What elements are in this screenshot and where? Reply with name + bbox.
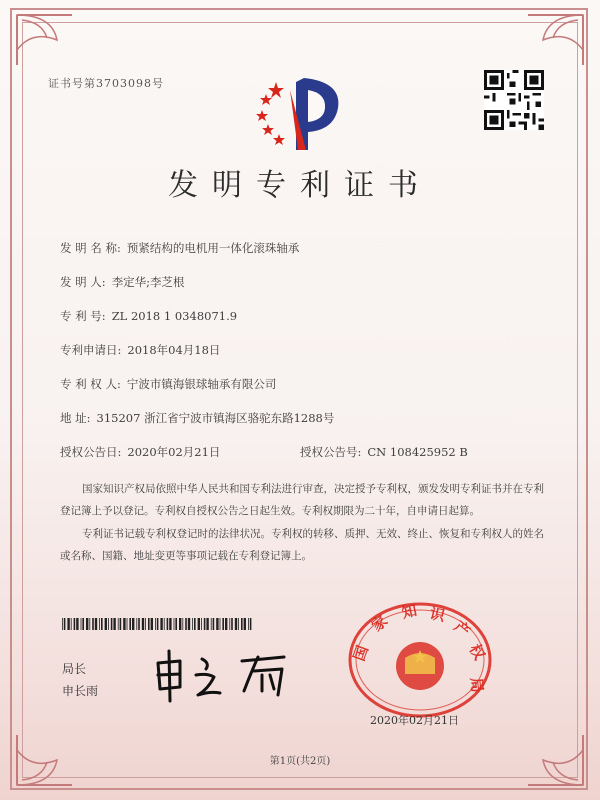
field-patent-number — [60, 308, 237, 324]
barcode-bar — [151, 618, 153, 630]
field-grant-publication-number — [300, 444, 468, 460]
barcode-bar — [235, 618, 237, 630]
svg-text:国: 国 — [349, 643, 372, 664]
barcode-bar — [194, 618, 196, 630]
field-address — [60, 410, 334, 426]
barcode-bar — [238, 618, 239, 630]
barcode-bar — [113, 618, 115, 630]
signatory-title: 局长 — [62, 662, 87, 676]
field-value: 315207 浙江省宁波市镇海区骆驼东路1288号 — [96, 411, 335, 425]
barcode-bar — [136, 618, 137, 630]
barcode-bar — [108, 618, 109, 630]
barcode-bar — [127, 618, 128, 630]
field-filing-date — [60, 342, 220, 358]
barcode-bar — [241, 618, 243, 630]
field-inventors — [60, 274, 185, 290]
barcode-bar — [95, 618, 97, 630]
svg-text:权: 权 — [465, 641, 489, 664]
qr-code-icon — [484, 70, 544, 130]
field-value: 2018年04月18日 — [127, 343, 221, 357]
barcode-bar — [62, 618, 63, 630]
field-value: 李定华;李芝根 — [111, 275, 185, 289]
barcode-bar — [92, 618, 94, 630]
svg-text:局: 局 — [467, 676, 487, 694]
barcode-bar — [101, 618, 103, 630]
field-value: 宁波市镇海银球轴承有限公司 — [126, 377, 277, 391]
barcode-bar — [229, 618, 230, 630]
field-label: 地 址: — [60, 411, 91, 425]
barcode-bar — [188, 618, 190, 630]
barcode-bar — [179, 618, 181, 630]
field-label: 授权公告日: — [60, 445, 122, 459]
barcode-bar — [86, 618, 88, 630]
barcode-bar — [74, 618, 76, 630]
barcode-bar — [64, 618, 66, 630]
official-seal-icon — [345, 600, 495, 720]
field-value: 2020年02月21日 — [127, 445, 221, 459]
barcode-bar — [182, 618, 183, 630]
barcode-bar — [142, 618, 144, 630]
barcode-bar — [111, 618, 113, 630]
legal-status-paragraph: 专利证书记载专利权登记时的法律状况。专利权的转移、质押、无效、终止、恢复和专利权人的姓名或名称、国籍、地址变更等事项记载在专利登记簿上。 — [60, 528, 544, 562]
barcode-bar — [206, 618, 208, 630]
barcode-bar — [167, 618, 169, 630]
field-patentee — [60, 376, 276, 392]
barcode-bar — [216, 618, 218, 630]
barcode-bar — [244, 618, 246, 630]
barcode-bar — [169, 618, 171, 630]
barcode-bar — [248, 618, 249, 630]
barcode-bar — [132, 618, 134, 630]
barcode-icon — [62, 618, 252, 630]
svg-text:家: 家 — [368, 611, 392, 636]
field-invention-name — [60, 240, 299, 256]
barcode-bar — [204, 618, 206, 630]
field-label: 专利申请日: — [60, 343, 122, 357]
barcode-bar — [174, 618, 175, 630]
barcode-bar — [71, 618, 72, 630]
barcode-bar — [76, 618, 78, 630]
certificate-title: 发明专利证书 — [168, 168, 432, 203]
barcode-bar — [89, 618, 90, 630]
barcode-bar — [231, 618, 233, 630]
barcode-bar — [118, 618, 119, 630]
svg-text:知: 知 — [400, 601, 419, 622]
patent-office-emblem-icon — [246, 60, 356, 152]
barcode-bar — [211, 618, 212, 630]
barcode-bar — [164, 618, 165, 630]
barcode-bar — [145, 618, 146, 630]
barcode-bar — [123, 618, 125, 630]
field-value: ZL 2018 1 0348071.9 — [111, 309, 238, 323]
field-label: 专 利 权 人: — [60, 377, 121, 391]
barcode-bar — [120, 618, 122, 630]
seal-date: 2020年02月21日 — [370, 714, 459, 727]
barcode-bar — [67, 618, 69, 630]
barcode-bar — [225, 618, 227, 630]
barcode-bar — [82, 618, 84, 630]
barcode-bar — [148, 618, 150, 630]
field-label: 授权公告号: — [300, 445, 362, 459]
certificate-number: 证书号第3703098号 — [48, 77, 164, 90]
field-value: 预紧结构的电机用一体化滚珠轴承 — [126, 241, 300, 255]
barcode-bar — [175, 618, 177, 630]
barcode-bar — [220, 618, 221, 630]
barcode-bar — [198, 618, 200, 630]
svg-text:产: 产 — [450, 617, 474, 641]
barcode-bar — [192, 618, 193, 630]
barcode-bar — [185, 618, 187, 630]
barcode-bar — [250, 618, 252, 630]
barcode-bar — [213, 618, 215, 630]
corner-ornament-icon — [12, 10, 102, 80]
field-label: 专 利 号: — [60, 309, 106, 323]
barcode-bar — [81, 618, 82, 630]
page-indicator: 第1页(共2页) — [269, 756, 331, 767]
field-label: 发 明 人: — [60, 275, 106, 289]
barcode-bar — [222, 618, 224, 630]
handwritten-signature — [150, 645, 300, 705]
svg-text:识: 识 — [428, 604, 447, 626]
field-value: CN 108425952 B — [367, 445, 468, 459]
barcode-bar — [157, 618, 159, 630]
field-label: 发 明 名 称: — [60, 241, 121, 255]
barcode-bar — [99, 618, 100, 630]
barcode-bar — [129, 618, 131, 630]
grant-statement-paragraph: 国家知识产权局依照中华人民共和国专利法进行审查，决定授予专利权，颁发发明专利证书并在专利登记簿上予以登记。专利权自授权公告之日起生效。专利权期限为二十年，自申请日起算。 — [60, 483, 544, 517]
barcode-bar — [105, 618, 107, 630]
field-grant-date — [60, 444, 220, 460]
barcode-bar — [201, 618, 202, 630]
barcode-bar — [160, 618, 162, 630]
barcode-bar — [138, 618, 140, 630]
signatory-name: 申长雨 — [62, 684, 99, 698]
barcode-bar — [155, 618, 156, 630]
